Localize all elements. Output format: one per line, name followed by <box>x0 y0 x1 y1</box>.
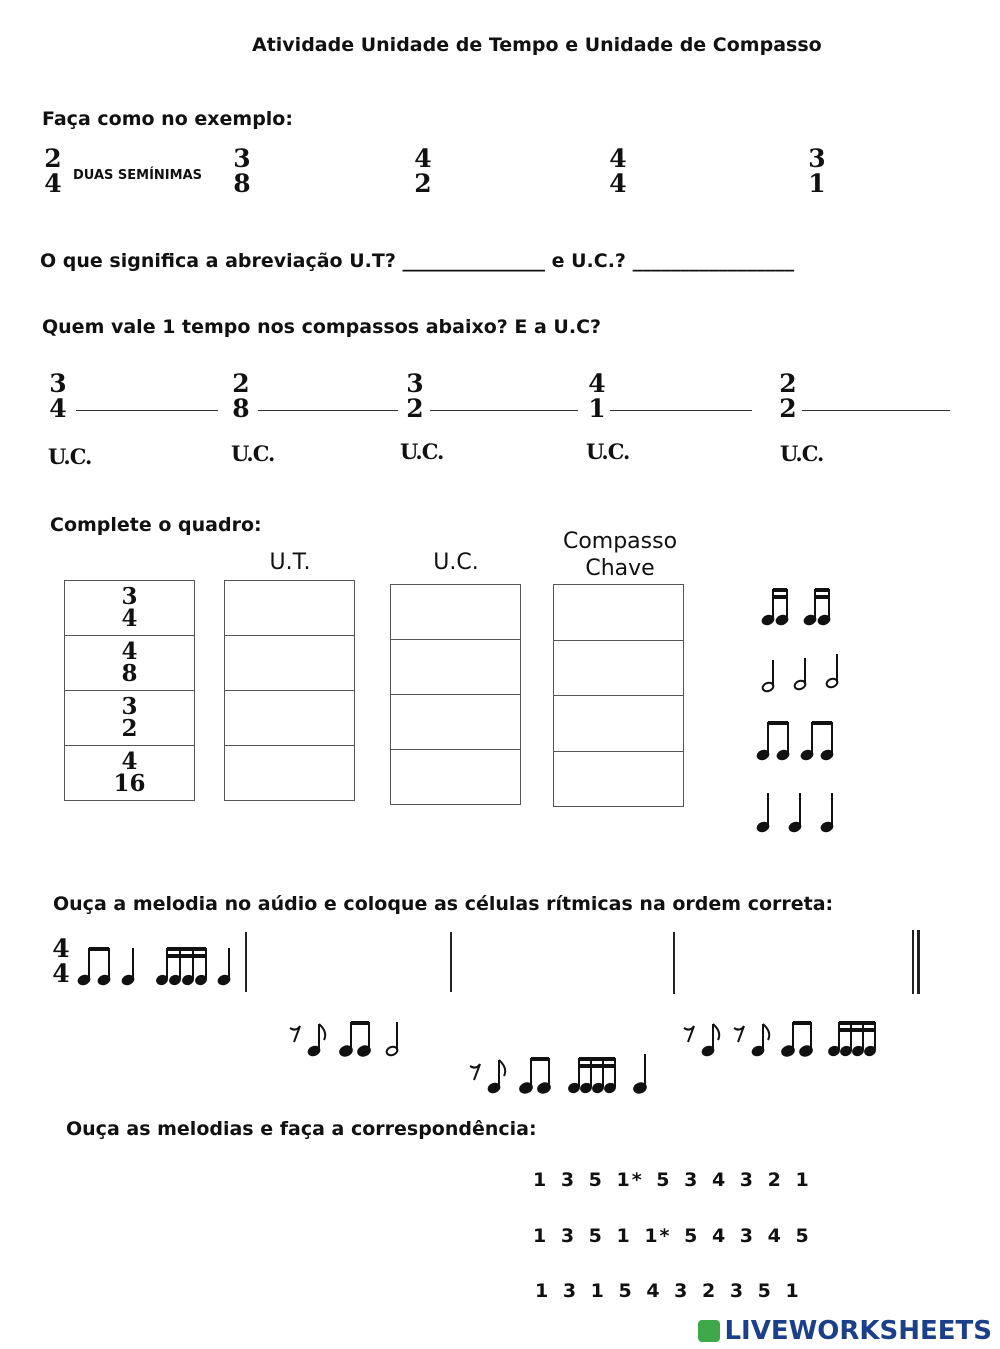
s3-answer-line-1[interactable] <box>76 410 218 411</box>
s1-answer-input-4[interactable] <box>835 160 989 188</box>
uc-cell[interactable] <box>391 695 521 750</box>
frac-bottom: 4 <box>52 959 70 988</box>
brand-icon <box>698 1320 720 1342</box>
s3-fraction-5 <box>775 371 801 421</box>
header-chave: Chave <box>585 556 655 581</box>
s3-answer-line-3[interactable] <box>430 410 578 411</box>
frac-top: 2 <box>232 369 250 398</box>
frac-bottom: 2 <box>406 394 424 423</box>
s3-uc-label-5: U.C. <box>780 441 824 466</box>
frac-bottom: 2 <box>779 394 797 423</box>
drop-zone-measure-2[interactable] <box>250 935 445 990</box>
s1-answer-input-1[interactable] <box>260 160 394 188</box>
barline-1 <box>245 932 247 992</box>
two-eighth-pairs-icon[interactable] <box>755 718 845 763</box>
drop-zone-measure-4[interactable] <box>678 935 910 990</box>
s3-fraction-1 <box>45 371 71 421</box>
frac-bottom: 8 <box>233 169 251 198</box>
section2-question <box>40 250 794 272</box>
final-barline-thick <box>917 930 920 994</box>
compasso-cell[interactable] <box>554 696 684 752</box>
frac-top: 3 <box>233 144 251 173</box>
s3-answer-line-4[interactable] <box>610 410 752 411</box>
s1-answer-input-2[interactable] <box>440 160 594 188</box>
uc-cell[interactable] <box>391 640 521 695</box>
s1-fraction-2 <box>410 146 436 196</box>
page-title: Atividade Unidade de Tempo e Unidade de Compasso <box>252 34 822 56</box>
s1-answer-input-3[interactable] <box>636 160 800 188</box>
example-time-signature <box>40 146 66 196</box>
s3-answer-line-2[interactable] <box>258 410 398 411</box>
question-uc: e U.C.? <box>551 250 626 272</box>
frac-top: 3 <box>406 369 424 398</box>
frac-top: 4 <box>588 369 606 398</box>
three-half-notes-icon[interactable] <box>760 652 855 697</box>
section4-prompt: Complete o quadro: <box>50 514 262 536</box>
column-header-ut: U.T. <box>269 550 311 575</box>
drop-zone-measure-3[interactable] <box>455 935 669 990</box>
s5-time-signature <box>48 936 74 986</box>
column-header-uc: U.C. <box>433 550 479 575</box>
frac-bottom: 1 <box>588 394 606 423</box>
s3-fraction-4 <box>584 371 610 421</box>
ut-cell[interactable] <box>225 746 355 801</box>
example-answer: DUAS SEMÍNIMAS <box>73 168 202 183</box>
barline-2 <box>450 932 452 992</box>
compasso-cell[interactable] <box>554 640 684 696</box>
frac-bottom: 4 <box>44 169 62 198</box>
s1-fraction-1 <box>229 146 255 196</box>
section5-prompt: Ouça a melodia no aúdio e coloque as células rítmicas na ordem correta: <box>53 893 834 915</box>
ut-cell[interactable] <box>225 636 355 691</box>
table-row: 4 8 <box>65 636 195 691</box>
compasso-chave-column <box>553 584 684 807</box>
s3-answer-line-5[interactable] <box>802 410 950 411</box>
s3-fraction-3 <box>402 371 428 421</box>
s3-uc-label-3: U.C. <box>400 439 444 464</box>
ut-cell[interactable] <box>225 691 355 746</box>
rhythm-cell-1-icon[interactable] <box>288 1018 413 1060</box>
table-row: 4 16 <box>65 746 195 801</box>
frac-bottom: 1 <box>808 169 826 198</box>
s1-fraction-3 <box>605 146 631 196</box>
final-barline-thin <box>912 930 914 994</box>
uc-cell[interactable] <box>391 585 521 640</box>
s3-uc-label-2: U.C. <box>231 441 275 466</box>
rhythm-cell-2-icon[interactable] <box>468 1052 658 1097</box>
frac-bottom: 4 <box>609 169 627 198</box>
melody-sequence-1: 1 3 5 1* 5 3 4 3 2 1 <box>533 1169 811 1191</box>
ut-cell[interactable] <box>225 581 355 636</box>
frac-top: 4 <box>414 144 432 173</box>
two-sixteenth-pairs-icon[interactable] <box>760 585 840 630</box>
audio-answer-slot-1[interactable] <box>220 1165 500 1199</box>
frac-top: 2 <box>44 144 62 173</box>
ut-column <box>224 580 355 801</box>
time-signature-column <box>64 580 195 801</box>
blank-ut[interactable]: _______________ <box>402 250 545 272</box>
frac-bottom: 4 <box>49 394 67 423</box>
first-measure-rhythm-icon <box>78 945 243 990</box>
uc-cell[interactable] <box>391 750 521 805</box>
frac-top: 3 <box>49 369 67 398</box>
column-header-compasso-chave <box>556 528 684 582</box>
s3-uc-label-1: U.C. <box>48 444 92 469</box>
rhythm-cell-3-icon[interactable] <box>682 1018 892 1060</box>
frac-top: 2 <box>779 369 797 398</box>
table-row: 3 4 <box>65 581 195 636</box>
section1-prompt: Faça como no exemplo: <box>42 108 293 130</box>
blank-uc[interactable]: _________________ <box>632 250 795 272</box>
s3-uc-label-4: U.C. <box>586 439 630 464</box>
melody-sequence-2: 1 3 5 1 1* 5 4 3 4 5 <box>533 1225 811 1247</box>
barline-3 <box>673 932 675 994</box>
frac-bottom: 8 <box>232 394 250 423</box>
frac-bottom: 2 <box>414 169 432 198</box>
s1-fraction-4 <box>804 146 830 196</box>
section3-prompt: Quem vale 1 tempo nos compassos abaixo? E a U.C? <box>42 316 602 338</box>
frac-top: 3 <box>808 144 826 173</box>
audio-answer-slot-2[interactable] <box>220 1222 500 1256</box>
question-ut: O que significa a abreviação U.T? <box>40 250 396 272</box>
liveworksheets-logo: LIVEWORKSHEETS <box>698 1316 992 1346</box>
compasso-cell[interactable] <box>554 751 684 807</box>
uc-column <box>390 584 521 805</box>
melody-sequence-3: 1 3 1 5 4 3 2 3 5 1 <box>535 1280 801 1302</box>
s3-fraction-2 <box>228 371 254 421</box>
frac-top: 4 <box>609 144 627 173</box>
audio-answer-slot-3[interactable] <box>220 1276 500 1310</box>
compasso-cell[interactable] <box>554 585 684 641</box>
table-row: 3 2 <box>65 691 195 746</box>
header-compasso: Compasso <box>562 529 678 554</box>
frac-top: 4 <box>52 934 70 963</box>
section6-prompt: Ouça as melodias e faça a correspondência: <box>66 1118 537 1140</box>
three-quarter-notes-icon[interactable] <box>755 790 845 835</box>
